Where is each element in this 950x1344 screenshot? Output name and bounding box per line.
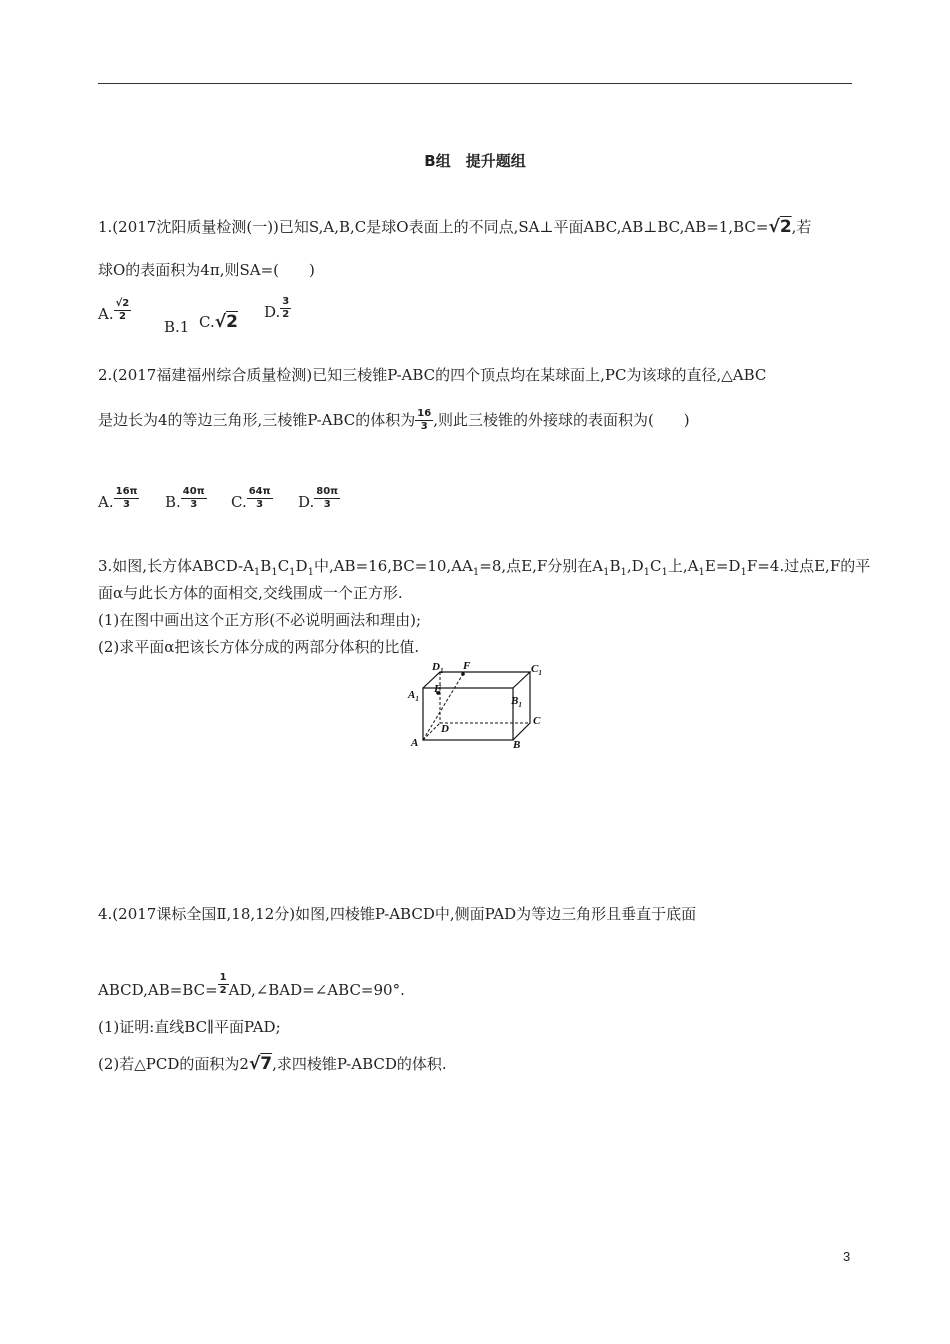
q3-text: 3.如图,长方体ABCD-A xyxy=(98,557,254,575)
q1-option-b: B.1 xyxy=(164,318,190,336)
fraction-denominator: 2 xyxy=(282,309,290,320)
q3-text: 上,A xyxy=(667,557,699,575)
q2-option-a xyxy=(98,486,139,511)
q3-text: ,D xyxy=(626,557,644,575)
fraction-denominator: 3 xyxy=(123,499,130,510)
fraction-denominator: 3 xyxy=(323,499,331,510)
fraction-denominator: 2 xyxy=(219,985,227,996)
option-label: A. xyxy=(98,305,114,323)
q2-option-b xyxy=(165,486,207,511)
q2-option-d xyxy=(298,486,340,511)
fraction xyxy=(314,486,340,511)
q1-option-c xyxy=(199,312,238,332)
q3-line2: 面α与此长方体的面相交,交线围成一个正方形. xyxy=(98,584,403,602)
q4-line4-pre: (2)若△PCD的面积为2 xyxy=(98,1055,249,1073)
subscript: 1 xyxy=(603,567,610,578)
q4-line2-pre: ABCD,AB=BC= xyxy=(98,981,218,999)
option-label: D. xyxy=(264,303,281,321)
fraction xyxy=(247,486,273,511)
fraction-denominator: 3 xyxy=(256,499,264,510)
q2-line2 xyxy=(98,408,690,433)
header-rule xyxy=(98,83,852,84)
label-e: E xyxy=(434,683,442,695)
fraction-numerator: 16 xyxy=(417,408,432,419)
option-label: D. xyxy=(298,493,315,511)
sqrt-symbol: √2 xyxy=(214,312,238,332)
label-d: D xyxy=(441,723,449,735)
fraction-numerator: 3 xyxy=(282,296,290,307)
subscript: 1 xyxy=(740,567,747,578)
q3-text: F=4.过点E,F的平 xyxy=(746,557,871,575)
fraction xyxy=(415,408,433,433)
q3-text: D xyxy=(295,557,308,575)
cuboid-figure xyxy=(405,660,555,752)
q3-text: 中,AB=16,BC=10,AA xyxy=(313,557,473,575)
option-label: B. xyxy=(165,493,181,511)
fraction-numerator: 16π xyxy=(115,486,138,497)
fraction-denominator: 2 xyxy=(118,311,126,322)
q2-line1: 2.(2017福建福州综合质量检测)已知三棱锥P-ABC的四个顶点均在某球面上,PC为该球的直径,△ABC xyxy=(98,366,767,384)
q1-line1 xyxy=(98,217,811,237)
q4-line2 xyxy=(98,972,405,1000)
sqrt-symbol: √2 xyxy=(768,217,792,237)
q4-line1: 4.(2017课标全国Ⅱ,18,12分)如图,四棱锥P-ABCD中,侧面PAD为等边三角形且垂直于底面 xyxy=(98,905,697,923)
subscript: 1 xyxy=(472,567,480,578)
label-d1: $D_1$ xyxy=(432,661,444,675)
q1-sqrt-value: 2 xyxy=(779,217,792,237)
cuboid-front-face xyxy=(423,688,513,740)
option-sqrt-value: 2 xyxy=(226,312,238,332)
subscript: 1 xyxy=(643,567,651,578)
fraction-denominator: 3 xyxy=(420,421,428,432)
fraction-numerator: 40π xyxy=(182,486,205,497)
q4-line3: (1)证明:直线BC∥平面PAD; xyxy=(98,1018,281,1036)
sqrt-symbol: √7 xyxy=(248,1054,273,1074)
label-c1: $C_1$ xyxy=(531,663,542,677)
q4-line4-post: ,求四棱锥P-ABCD的体积. xyxy=(272,1055,447,1073)
point-f xyxy=(461,672,465,676)
fraction-numerator: √2 xyxy=(115,298,130,309)
option-label: A. xyxy=(98,493,114,511)
q3-text: C xyxy=(650,557,662,575)
q1-option-a xyxy=(98,298,131,323)
subscript: 1 xyxy=(271,567,278,578)
subscript: 1 xyxy=(289,567,296,578)
fraction-numerator: 64π xyxy=(248,486,271,497)
fraction xyxy=(280,296,291,321)
subscript: 1 xyxy=(661,567,668,578)
q1-line1-text: 1.(2017沈阳质量检测(一))已知S,A,B,C是球O表面上的不同点,SA⊥平面ABC,AB⊥BC,AB=1,BC= xyxy=(98,218,769,236)
q3-line4: (2)求平面α把该长方体分成的两部分体积的比值. xyxy=(98,638,420,656)
option-label: C. xyxy=(199,313,215,331)
subscript: 1 xyxy=(698,567,705,578)
label-f: F xyxy=(463,660,471,672)
subscript: 1 xyxy=(253,567,261,578)
q2-line2-pre: 是边长为4的等边三角形,三棱锥P-ABC的体积为 xyxy=(98,411,416,429)
q1-line1-tail: ,若 xyxy=(791,218,812,236)
subscript: 1 xyxy=(307,567,314,578)
label-b: B xyxy=(513,739,521,751)
q3-line1 xyxy=(98,556,870,583)
q3-text: B xyxy=(609,557,621,575)
fraction-numerator: 80π xyxy=(316,486,339,497)
q1-line2: 球O的表面积为4π,则SA=( ) xyxy=(98,261,315,279)
label-a1: $A_1$ xyxy=(408,689,419,703)
fraction xyxy=(114,486,140,511)
fraction xyxy=(181,486,207,511)
fraction xyxy=(114,298,132,323)
fraction xyxy=(218,972,229,997)
label-a: A xyxy=(411,737,419,749)
label-c: C xyxy=(533,715,541,727)
q4-line2-post: AD,∠BAD=∠ABC=90°. xyxy=(228,981,405,999)
q4-sqrt-value: 7 xyxy=(260,1054,273,1074)
fraction-denominator: 3 xyxy=(190,499,198,510)
q4-line4 xyxy=(98,1054,447,1074)
q3-text: C xyxy=(277,557,290,575)
q3-text: E=D xyxy=(704,557,741,575)
page-number: 3 xyxy=(843,1249,851,1264)
q3-line3: (1)在图中画出这个正方形(不必说明画法和理由); xyxy=(98,611,422,629)
fraction-numerator: 1 xyxy=(219,972,227,983)
label-b1: $B_1$ xyxy=(511,695,522,709)
q1-option-d xyxy=(264,296,291,321)
subscript: 1 xyxy=(620,567,627,578)
q3-text: B xyxy=(260,557,272,575)
q2-option-c xyxy=(231,486,273,511)
section-title: B组 提升题组 xyxy=(424,152,526,170)
q3-text: =8,点E,F分别在A xyxy=(479,557,604,575)
option-label: C. xyxy=(231,493,247,511)
q2-line2-post: ,则此三棱锥的外接球的表面积为( ) xyxy=(433,411,690,429)
